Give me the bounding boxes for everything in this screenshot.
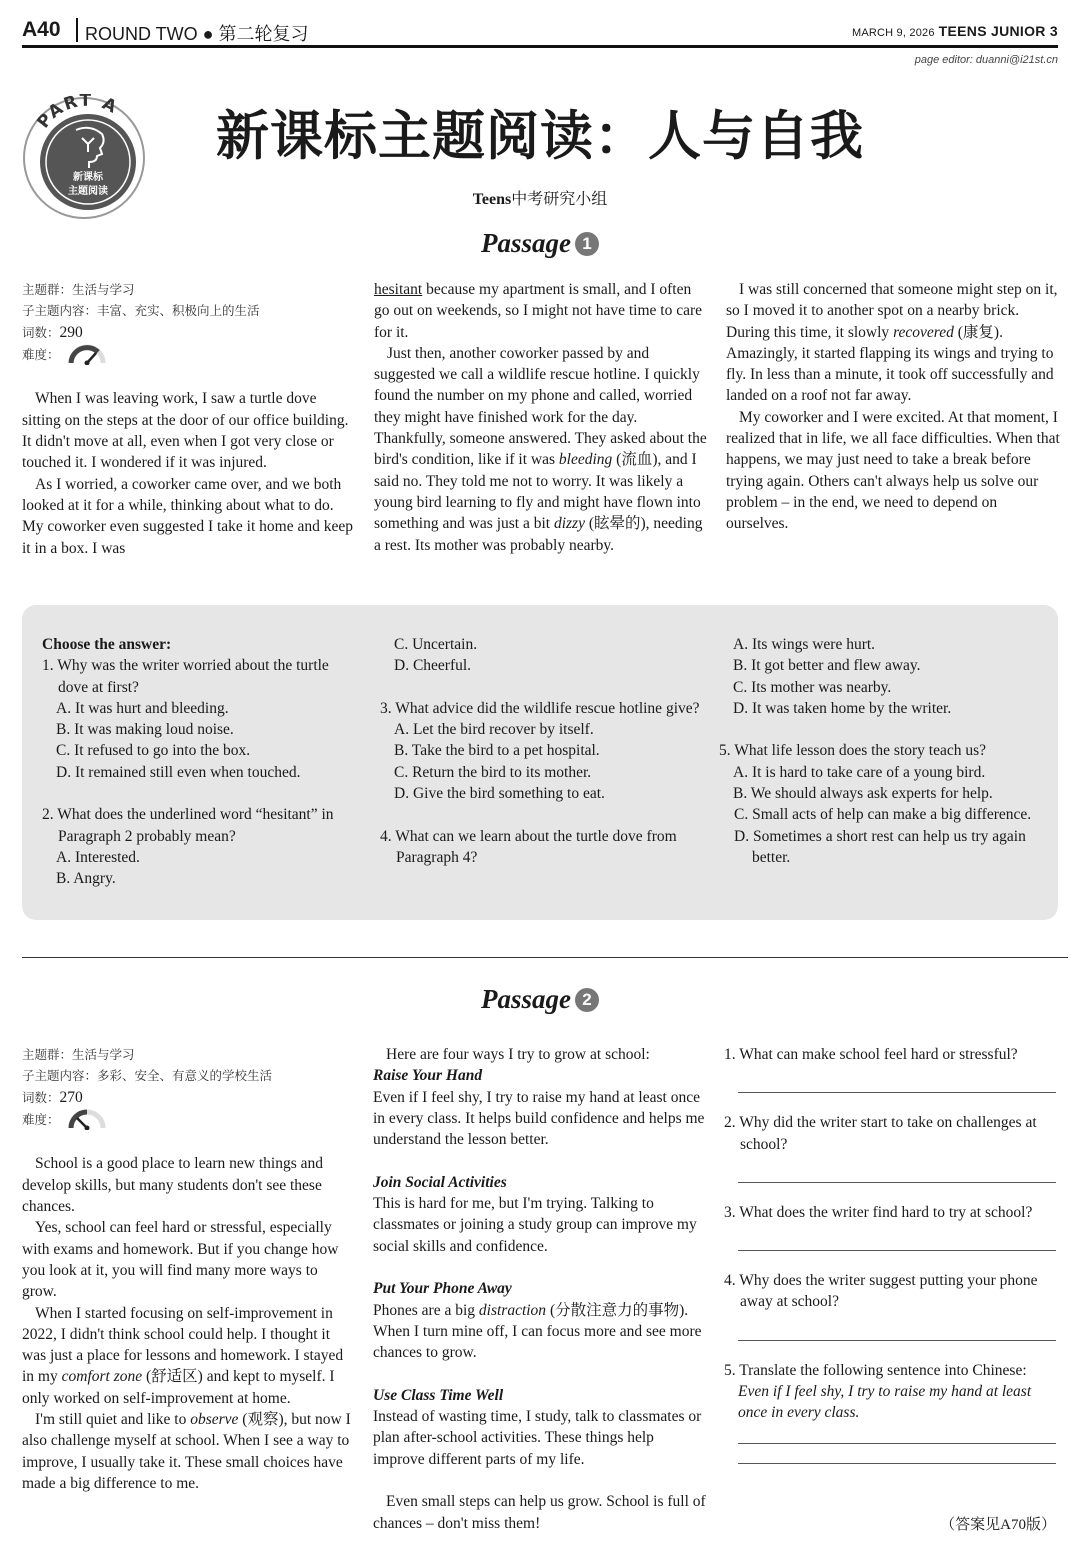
difficulty-2 [22,1108,356,1130]
difficulty-gauge-icon [67,343,107,365]
p2-class-time: Instead of wasting time, I study, talk to classmates or plan after-school activities. These things help improve different parts of my life. [373,1408,702,1468]
q3-option-a: A. Let the bird recover by itself. [394,721,594,739]
p1-paragraph-4b: (康复). Amazingly, it started flapping its wings and trying to fly. In less than a minute, it took off successfully and landed on a roof not far away. [726,323,1054,405]
passage-1-number: 1 [575,232,599,256]
questions-2-col [724,1044,1056,1464]
word-count-2 [22,1087,356,1108]
sub-theme: 子主题内容：丰富、充实、积极向上的生活 [22,303,260,319]
passage-2-heading [390,984,690,1015]
word-dizzy: dizzy [553,515,585,533]
q2-option-d: D. Cheerful. [394,657,472,675]
q1-option-a: A. It was hurt and bleeding. [56,699,229,717]
p1-paragraph-3c: (眩晕的), needing a rest. Its mother was probably nearby. [374,515,703,554]
p1-paragraph-4 [726,279,1060,407]
badge-label-2: 主题阅读 [68,186,108,197]
passage-1-col-1 [22,279,354,559]
header-divider [76,18,78,42]
p2-question-2: 2. Why did the writer start to take on challenges at school? [724,1114,1037,1153]
question-3: 3. What advice did the wildlife rescue hotline give? [380,699,700,717]
q3-option-b: B. Take the bird to a pet hospital. [394,742,600,760]
passage-2-col-1 [22,1044,356,1494]
word-count-label: 词数： [22,324,60,340]
badge-label-1: 新课标 [73,172,103,183]
answer-line-1[interactable] [738,1065,1056,1093]
byline [340,186,740,209]
p2-question-5: 5. Translate the following sentence into Chinese: [724,1361,1027,1379]
p2-paragraph-3 [22,1303,356,1409]
page-number: A40 [22,18,61,41]
q4-option-c: C. Its mother was nearby. [733,678,892,696]
passage-2-heading-text: Passage [481,984,571,1014]
byline-brand: Teens [472,191,512,208]
word-comfort-zone: comfort zone [61,1368,143,1386]
p2-paragraph-2: Yes, school can feel hard or stressful, especially with exams and homework. But if you change how you look at it, you will find many more ways to grow. [22,1219,339,1301]
passage-1-heading-text: Passage [481,228,571,258]
p2-social: This is hard for me, but I'm trying. Talking to classmates or joining a study group can improve my social skills and confidence. [373,1195,697,1255]
passage-1-col-3 [726,279,1060,535]
q2-option-b: B. Angry. [56,870,116,888]
q5-option-b: B. We should always ask experts for help. [733,785,993,803]
question-1: 1. Why was the writer worried about the turtle dove at first? [42,657,329,696]
p2-phone-a: Phones are a big [373,1301,476,1319]
q2-option-a: A. Interested. [56,848,140,866]
p1-paragraph-4a: I was still concerned that someone might step on it, so I moved it to another spot on a nearby brick. During this time, it slowly [726,281,1058,341]
p1-paragraph-3b: (流血), and I said no. They told me not to worry. It was likely a young bird learning to fly and might have flown into something and was just a bit [374,451,701,533]
badge-graphic [22,94,152,220]
word-hesitant: hesitant [374,281,423,298]
header-right [852,23,1058,39]
part-a-badge [22,94,152,220]
questions-col-1 [42,634,362,890]
page-editor: page editor: duanni@i21st.cn [914,54,1058,66]
answer-line-4[interactable] [738,1313,1056,1341]
page-header [22,14,1058,48]
passage-2-number: 2 [575,988,599,1012]
p2-paragraph-3a: When I started focusing on self-improvement in 2022, I didn't think school could help. I thought it was just a place for lessons and homework. I stayed in my [22,1304,344,1386]
q1-option-d: D. It remained still even when touched. [56,763,301,781]
answer-line-2[interactable] [738,1155,1056,1183]
q4-option-d: D. It was taken home by the writer. [733,699,952,717]
word-count-label-2: 词数： [22,1089,60,1105]
p1-paragraph-2b [374,279,708,343]
p2-paragraph-3b: (舒适区) and kept to myself. I only worked on self-improvement at home. [22,1368,335,1407]
p2-raise-hand: Even if I feel shy, I try to raise my hand at least once in every class. It helps build confidence and helps me understand the lesson better. [373,1088,705,1149]
q4-option-a: A. Its wings were hurt. [733,636,876,653]
q5-option-a: A. It is hard to take care of a young bird. [733,763,986,781]
word-count [22,322,354,343]
q3-option-c: C. Return the bird to its mother. [394,763,592,781]
answer-line-5a[interactable] [738,1424,1056,1444]
p1-paragraph-3 [374,343,708,556]
word-count-value: 290 [59,323,83,341]
p2-conclusion: Even small steps can help us grow. School is full of chances – don't miss them! [373,1493,706,1532]
p2-paragraph-4b: (观察), but now I also challenge myself at school. When I see a way to improve, I usually take it. These small choices have made a big difference to me. [22,1411,351,1492]
word-observe: observe [190,1411,239,1429]
q5-option-c: C. Small acts of help can make a big difference. [734,806,1032,824]
p1-paragraph-2b-text: because my apartment is small, and I often go out on weekends, so I might not have time to care for it. [374,281,703,341]
subhead-phone: Put Your Phone Away [373,1280,512,1298]
question-2: 2. What does the underlined word “hesitant” in Paragraph 2 probably mean? [42,806,334,845]
publication-name: TEENS JUNIOR 3 [938,23,1058,39]
theme-group: 主题群：生活与学习 [22,282,135,297]
q1-option-b: B. It was making loud noise. [56,721,234,739]
issue-date: MARCH 9, 2026 [851,27,935,39]
subhead-class-time: Use Class Time Well [373,1386,504,1404]
answer-reference: （答案见A70版） [940,1517,1056,1533]
p2-phone [373,1300,709,1364]
p2-question-3: 3. What does the writer find hard to try at school? [724,1203,1033,1221]
word-bleeding: bleeding [558,451,613,469]
difficulty-label-2: 难度： [22,1111,60,1127]
p1-paragraph-3a: Just then, another coworker passed by and suggested we call a wildlife rescue hotline. I quickly found the number on my phone and called, worried they might have finished work for the day. Thankfully, someone answered. They asked about the bird's condition, like if it was [374,344,707,469]
p2-paragraph-4a: I'm still quiet and like to [35,1411,187,1429]
subhead-social: Join Social Activities [373,1173,507,1191]
q5-option-d: D. Sometimes a short rest can help us try again better. [734,827,1026,866]
translate-sentence: Even if I feel shy, I try to raise my hand at least once in every class. [738,1383,1032,1422]
sub-theme-2: 子主题内容：多彩、安全、有意义的学校生活 [22,1068,273,1084]
questions-col-3 [719,634,1039,868]
p2-question-1: 1. What can make school feel hard or stressful? [724,1046,1018,1063]
passage-2-col-2 [373,1044,709,1534]
q1-option-c: C. It refused to go into the box. [56,742,251,760]
p2-paragraph-1: School is a good place to learn new things and develop skills, but many students don't see these chances. [22,1155,323,1216]
badge-part-text: PART A [33,94,122,133]
difficulty [22,343,354,365]
question-4: 4. What can we learn about the turtle dove from Paragraph 4? [380,827,677,866]
word-distraction: distraction [478,1301,547,1319]
p2-phone-b: (分散注意力的事物). When I turn mine off, I can focus more and see more chances to grow. [373,1301,702,1362]
questions-heading: Choose the answer: [42,636,172,653]
p1-paragraph-5: My coworker and I were excited. At that moment, I realized that in life, we all face difficulties. When that happens, we may just need to take a break before trying again. Others can't always help us solve our problem – in the end, we need to depend on ourselves. [726,408,1060,533]
questions-col-2 [380,634,710,868]
page-title: 新课标主题阅读：人与自我 [216,106,864,167]
subhead-raise-hand: Raise Your Hand [373,1067,483,1085]
section-divider [22,957,1068,958]
p1-paragraph-1: When I was leaving work, I saw a turtle dove sitting on the steps at the door of our office building. It didn't move at all, even when I got very close or touched it. I wondered if it was injured. [22,390,349,472]
p1-paragraph-2a: As I worried, a coworker came over, and we both looked at it for a while, thinking about what to do. My coworker even suggested I take it home and keep it in a box. I was [22,475,353,557]
word-count-value-2: 270 [59,1088,83,1106]
question-5: 5. What life lesson does the story teach us? [719,742,987,760]
answer-line-5b[interactable] [738,1444,1056,1464]
passage-1-heading [390,228,690,259]
word-recovered: recovered [893,323,954,341]
byline-group: 中考研究小组 [511,191,608,208]
theme-group-2: 主题群：生活与学习 [22,1047,135,1062]
answer-line-3[interactable] [738,1223,1056,1251]
difficulty-label: 难度： [22,346,60,362]
q3-option-d: D. Give the bird something to eat. [394,785,605,803]
q4-option-b: B. It got better and flew away. [733,657,921,675]
section-label: ROUND TWO ● 第二轮复习 [85,24,309,44]
passage-1-col-2 [374,279,708,556]
p2-question-4: 4. Why does the writer suggest putting your phone away at school? [724,1272,1038,1311]
p2-intro: Here are four ways I try to grow at school: [386,1046,650,1063]
p2-paragraph-4 [22,1409,356,1494]
q2-option-c: C. Uncertain. [394,636,478,653]
difficulty-gauge-icon [67,1108,107,1130]
